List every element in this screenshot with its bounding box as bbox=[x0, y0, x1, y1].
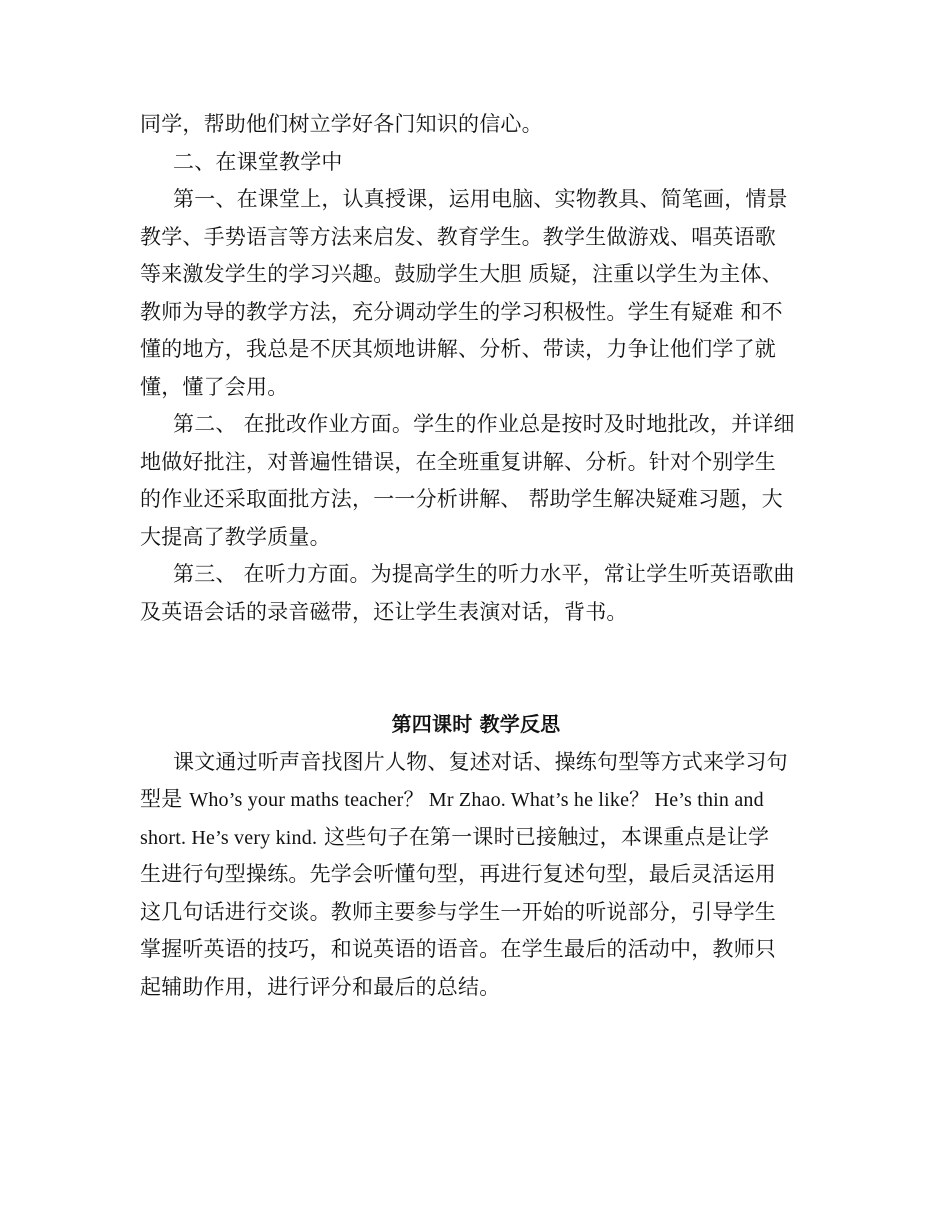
paragraph-line: 起辅助作用，进行评分和最后的总结。 bbox=[140, 974, 501, 999]
paragraph-line: 第二、 在批改作业方面。学生的作业总是按时及时地批改，并详细 bbox=[173, 412, 795, 436]
paragraph-line: 等来激发学生的学习兴趣。鼓励学生大胆 质疑，注重以学生为主体、 bbox=[140, 262, 783, 286]
paragraph-line: 地做好批注，对普遍性错误，在全班重复讲解、分析。针对个别学生 bbox=[140, 449, 776, 474]
section-heading-classroom: 二、在课堂教学中 bbox=[173, 149, 343, 174]
paragraph-line: 的作业还采取面批方法，一一分析讲解、 帮助学生解决疑难习题，大 bbox=[140, 487, 783, 511]
paragraph-line: 第一、在课堂上，认真授课，运用电脑、实物教具、简笔画，情景 bbox=[173, 187, 788, 211]
paragraph-line: 第三、 在听力方面。为提高学生的听力水平，常让学生听英语歌曲 bbox=[173, 562, 795, 586]
paragraph-line: 这几句话进行交谈。教师主要参与学生一开始的听说部分，引导学生 bbox=[140, 899, 776, 924]
section-title: 第四课时 教学反思 bbox=[391, 712, 561, 736]
paragraph-line: 同学，帮助他们树立学好各门知识的信心。 bbox=[140, 112, 543, 136]
paragraph-line-mixed bbox=[140, 819, 812, 857]
text-fragment: 这些句子在第一课时已接触过，本课重点是让学 bbox=[317, 824, 770, 849]
lesson-reflection-section bbox=[140, 706, 812, 1006]
paragraph-line: 大提高了教学质量。 bbox=[140, 524, 331, 549]
english-sentence: short. He’s very kind. bbox=[140, 826, 318, 849]
paragraph-line: 教学、手势语言等方法来启发、教育学生。教学生做游戏、唱英语歌 bbox=[140, 224, 776, 249]
paragraph-line: 懂，懂了会用。 bbox=[140, 374, 289, 399]
paragraph-line: 及英语会话的录音磁带，还让学生表演对话，背书。 bbox=[140, 599, 628, 624]
paragraph-line-mixed bbox=[140, 781, 812, 819]
paragraph-line: 课文通过听声音找图片人物、复述对话、操练句型等方式来学习句 bbox=[173, 749, 788, 774]
paragraph-line: 教师为导的教学方法，充分调动学生的学习积极性。学生有疑难 和不 bbox=[140, 299, 783, 324]
paragraph-line: 懂的地方，我总是不厌其烦地讲解、分析、带读，力争让他们学了就 bbox=[140, 337, 776, 361]
teaching-summary-section bbox=[140, 106, 812, 631]
english-sentence: Who’s your maths teacher？ Mr Zhao. What’s he like？ He’s thin and bbox=[189, 789, 764, 811]
paragraph-line: 生进行句型操练。先学会听懂句型，再进行复述句型，最后灵活运用 bbox=[140, 862, 776, 886]
text-fragment: 型是 bbox=[140, 787, 190, 811]
paragraph-line: 掌握听英语的技巧，和说英语的语音。在学生最后的活动中，教师只 bbox=[140, 937, 776, 961]
